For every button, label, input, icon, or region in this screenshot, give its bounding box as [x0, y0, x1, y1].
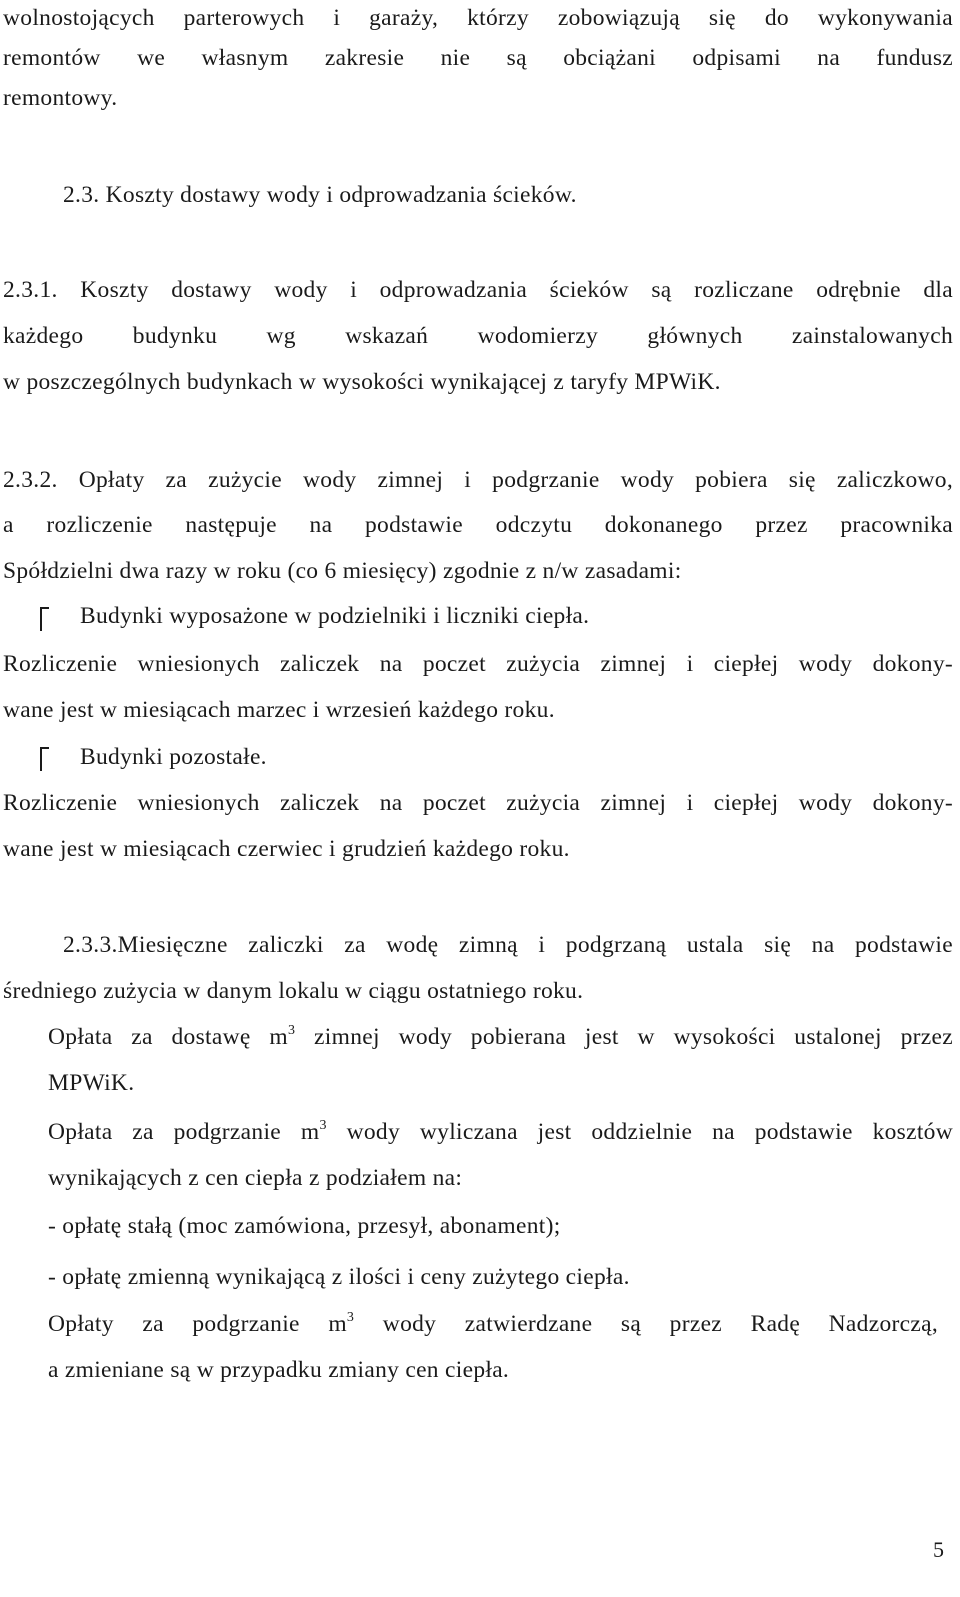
cold-water-fee-line-1: Opłata za dostawę $m^3$ zimnej wody pobierana jest w wysokości ustalonej przez [48, 1023, 953, 1050]
bullet-1-text-line-1: Rozliczenie wniesionych zaliczek na poczet zużycia zimnej i ciepłej wody dokony- [3, 651, 953, 677]
p231-line-3: w poszczególnych budynkach w wysokości wynikającej z taryfy MPWiK. [3, 369, 721, 395]
p232-line-3: Spółdzielni dwa razy w roku (co 6 miesięcy) zgodnie z n/w zasadami: [3, 558, 682, 584]
p231-line-2: każdego budynku wg wskazań wodomierzy głównych zainstalowanych [3, 323, 953, 349]
fees-approval-line-1: Opłaty za podgrzanie $m^3$ wody zatwierdzane są przez Radę Nadzorczą, [48, 1310, 938, 1337]
dash-item-variable-fee: - opłatę zmienną wynikającą z ilości i ceny zużytego ciepła. [48, 1264, 630, 1290]
bullet-2-text-line-2: wane jest w miesiącach czerwiec i grudzień każdego roku. [3, 836, 570, 862]
bullet-1-text-line-2: wane jest w miesiącach marzec i wrzesień każdego roku. [3, 697, 555, 723]
heating-fee-line-1: Opłata za podgrzanie $m^3$ wody wyliczana jest oddzielnie na podstawie kosztów [48, 1118, 953, 1145]
intro-line-3: remontowy. [3, 85, 118, 111]
dash-item-fixed-fee: - opłatę stałą (moc zamówiona, przesył, abonament); [48, 1213, 561, 1239]
heating-fee-line-2: wynikających z cen ciepła z podziałem na: [48, 1165, 463, 1191]
bullet-bracket-icon [40, 747, 49, 771]
bullet-1-label: Budynki wyposażone w podzielniki i liczniki ciepła. [80, 603, 590, 629]
bullet-2-text-line-1: Rozliczenie wniesionych zaliczek na poczet zużycia zimnej i ciepłej wody dokony- [3, 790, 953, 816]
bullet-bracket-icon [40, 607, 49, 631]
intro-line-1: wolnostojących parterowych i garaży, którzy zobowiązują się do wykonywania [3, 5, 953, 31]
fees-approval-line-2: a zmieniane są w przypadku zmiany cen ciepła. [48, 1357, 510, 1383]
p233-line-1: 2.3.3.Miesięczne zaliczki za wodę zimną i podgrzaną ustala się na podstawie [63, 932, 953, 958]
section-heading: 2.3. Koszty dostawy wody i odprowadzania ścieków. [63, 182, 577, 208]
p233-line-2: średniego zużycia w danym lokalu w ciągu ostatniego roku. [3, 978, 584, 1004]
p232-line-1: 2.3.2. Opłaty za zużycie wody zimnej i podgrzanie wody pobiera się zaliczkowo, [3, 467, 953, 493]
intro-line-2: remontów we własnym zakresie nie są obciążani odpisami na fundusz [3, 45, 953, 71]
page-number: 5 [933, 1537, 945, 1562]
p231-line-1: 2.3.1. Koszty dostawy wody i odprowadzania ścieków są rozliczane odrębnie dla [3, 277, 953, 303]
cold-water-fee-line-2: MPWiK. [48, 1070, 135, 1096]
p232-line-2: a rozliczenie następuje na podstawie odczytu dokonanego przez pracownika [3, 512, 953, 538]
bullet-2-label: Budynki pozostałe. [80, 744, 267, 770]
